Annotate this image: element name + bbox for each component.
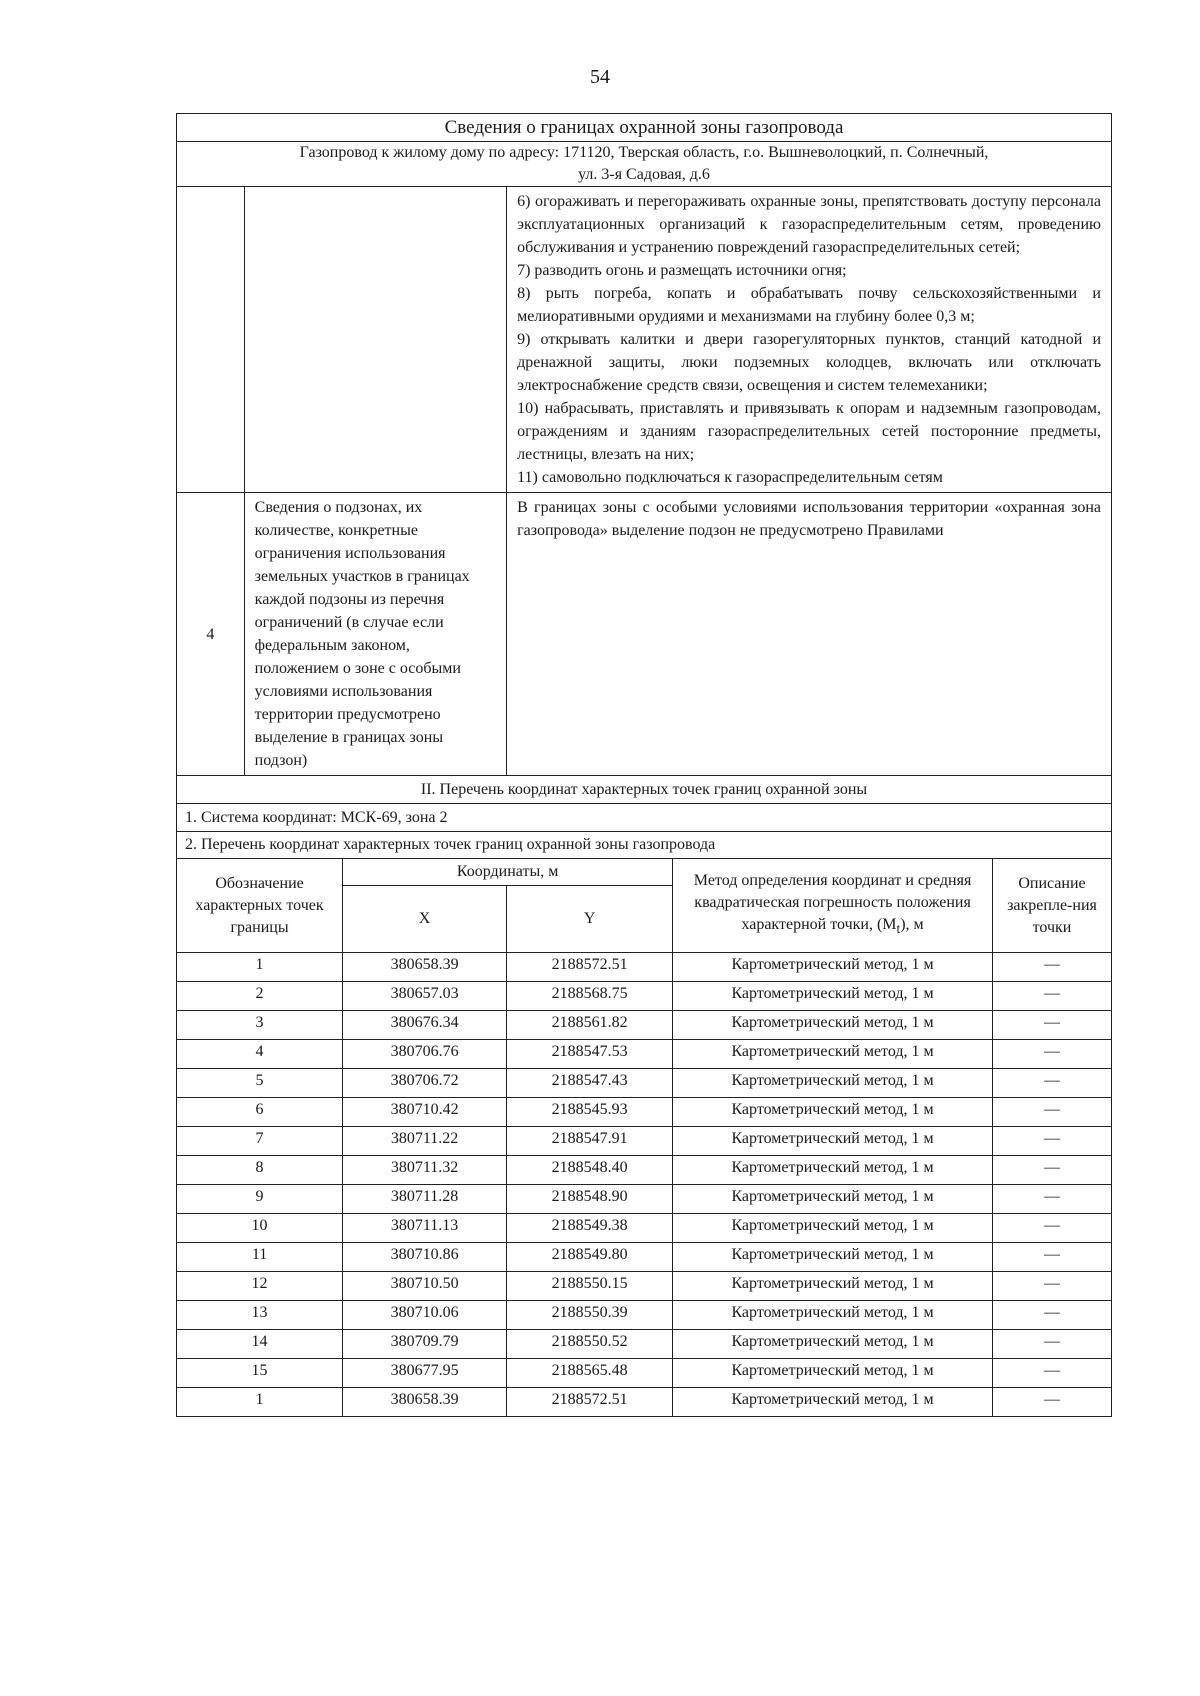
table-row [177,1330,1112,1359]
x-coordinate-cell: 380676.34 [343,1011,507,1040]
subzones-row [177,493,1112,776]
x-coordinate-cell: 380711.13 [343,1214,507,1243]
method-cell: Картометрический метод, 1 м [673,1098,993,1127]
y-coordinate-cell: 2188572.51 [507,1388,673,1417]
fixing-cell: — [992,1098,1111,1127]
point-number-cell: 1 [177,953,343,982]
x-coordinate-cell: 380710.42 [343,1098,507,1127]
y-coordinate-cell: 2188549.80 [507,1243,673,1272]
point-number-cell: 4 [177,1040,343,1069]
address-line-1: Газопровод к жилому дому по адресу: 171120, Тверская область, г.о. Вышневолоцкий, п. Солнечный, [299,144,989,161]
fixing-cell: — [992,1214,1111,1243]
fixing-cell: — [992,1272,1111,1301]
address-cell [177,142,1112,187]
y-coordinate-cell: 2188547.53 [507,1040,673,1069]
method-cell: Картометрический метод, 1 м [673,1388,993,1417]
x-coordinate-cell: 380706.72 [343,1069,507,1098]
point-number-cell: 12 [177,1272,343,1301]
x-coordinate-cell: 380709.79 [343,1330,507,1359]
y-coordinate-cell: 2188561.82 [507,1011,673,1040]
method-cell: Картометрический метод, 1 м [673,1069,993,1098]
method-cell: Картометрический метод, 1 м [673,953,993,982]
method-cell: Картометрический метод, 1 м [673,1243,993,1272]
table-row [177,953,1112,982]
title-row [177,114,1112,142]
point-number-cell: 9 [177,1185,343,1214]
fixing-cell: — [992,1069,1111,1098]
fixing-cell: — [992,1040,1111,1069]
y-coordinate-cell: 2188550.15 [507,1272,673,1301]
point-number-cell: 13 [177,1301,343,1330]
row-number-empty [177,187,245,493]
fixing-cell: — [992,1301,1111,1330]
y-coordinate-cell: 2188572.51 [507,953,673,982]
table-row [177,1156,1112,1185]
table-row [177,982,1112,1011]
point-number-cell: 1 [177,1388,343,1417]
header-point: Обозначение характерных точек границы [177,859,343,953]
y-coordinate-cell: 2188568.75 [507,982,673,1011]
method-cell: Картометрический метод, 1 м [673,1214,993,1243]
point-number-cell: 15 [177,1359,343,1388]
header-method-text: Метод определения координат и средняя квадратическая погрешность положения характерной точки, (M [693,872,972,934]
header-method-subscript: t [896,921,901,937]
method-cell: Картометрический метод, 1 м [673,1301,993,1330]
table-row [177,1214,1112,1243]
method-cell: Картометрический метод, 1 м [673,1011,993,1040]
row-number: 4 [177,493,245,776]
header-coords: Координаты, м [343,859,673,886]
restriction-item: 11) самовольно подключаться к газораспределительным сетям [517,469,943,486]
header-method-tail: ), м [900,916,924,934]
x-coordinate-cell: 380657.03 [343,982,507,1011]
header-y: Y [507,886,673,953]
points-table-body [177,953,1112,1417]
point-number-cell: 14 [177,1330,343,1359]
y-coordinate-cell: 2188550.39 [507,1301,673,1330]
table-row [177,1272,1112,1301]
document-title: Сведения о границах охранной зоны газопровода [177,114,1112,142]
y-coordinate-cell: 2188565.48 [507,1359,673,1388]
method-cell: Картометрический метод, 1 м [673,1156,993,1185]
x-coordinate-cell: 380711.22 [343,1127,507,1156]
point-number-cell: 7 [177,1127,343,1156]
method-cell: Картометрический метод, 1 м [673,1330,993,1359]
table-row [177,1185,1112,1214]
restriction-item: 7) разводить огонь и размещать источники огня; [517,262,847,279]
y-coordinate-cell: 2188550.52 [507,1330,673,1359]
coord-system-row [177,804,1112,832]
x-coordinate-cell: 380710.06 [343,1301,507,1330]
zone-info-table [176,113,1112,1417]
address-row [177,142,1112,187]
header-x: X [343,886,507,953]
x-coordinate-cell: 380658.39 [343,1388,507,1417]
fixing-cell: — [992,1156,1111,1185]
fixing-cell: — [992,1330,1111,1359]
method-cell: Картометрический метод, 1 м [673,1127,993,1156]
restrictions-list [507,187,1112,493]
subzones-content: В границах зоны с особыми условиями использования территории «охранная зона газопровода» выделение подзон не предусмотрено Правилами [507,493,1112,776]
subzones-label: Сведения о подзонах, их количестве, конкретные ограничения использования земельных участков в границах каждой подзоны из перечня ограничений (в случае если федеральным законом, положением о зоне с особыми условиями использования территории предусмотрено выделение в границах зоны подзон) [244,493,506,776]
point-number-cell: 10 [177,1214,343,1243]
restrictions-continuation-row [177,187,1112,493]
x-coordinate-cell: 380711.28 [343,1185,507,1214]
method-cell: Картометрический метод, 1 м [673,1040,993,1069]
point-number-cell: 3 [177,1011,343,1040]
method-cell: Картометрический метод, 1 м [673,1359,993,1388]
header-fixing: Описание закрепле-ния точки [992,859,1111,953]
fixing-cell: — [992,1127,1111,1156]
x-coordinate-cell: 380711.32 [343,1156,507,1185]
y-coordinate-cell: 2188545.93 [507,1098,673,1127]
fixing-cell: — [992,1185,1111,1214]
x-coordinate-cell: 380710.86 [343,1243,507,1272]
restriction-item: 8) рыть погреба, копать и обрабатывать почву сельскохозяйственными и мелиоративными орудиями и механизмами на глубину более 0,3 м; [517,285,1101,325]
header-method [673,859,993,953]
section-2-row [177,776,1112,804]
point-number-cell: 6 [177,1098,343,1127]
point-number-cell: 8 [177,1156,343,1185]
point-number-cell: 2 [177,982,343,1011]
method-cell: Картометрический метод, 1 м [673,1272,993,1301]
method-cell: Картометрический метод, 1 м [673,1185,993,1214]
y-coordinate-cell: 2188548.40 [507,1156,673,1185]
table-row [177,1388,1112,1417]
address-line-2: ул. 3-я Садовая, д.6 [578,166,710,183]
page-number: 54 [590,66,610,88]
header-row-1 [177,859,1112,886]
fixing-cell: — [992,953,1111,982]
section-2-title: II. Перечень координат характерных точек границ охранной зоны [177,776,1112,804]
point-number-cell: 11 [177,1243,343,1272]
fixing-cell: — [992,982,1111,1011]
fixing-cell: — [992,1359,1111,1388]
restriction-item: 10) набрасывать, приставлять и привязывать к опорам и надземным газопроводам, ограждениям и зданиям газораспределительных сетей посторонние предметы, лестницы, влезать на них; [517,400,1101,463]
y-coordinate-cell: 2188547.91 [507,1127,673,1156]
table-row [177,1098,1112,1127]
y-coordinate-cell: 2188549.38 [507,1214,673,1243]
x-coordinate-cell: 380710.50 [343,1272,507,1301]
row-label-empty [244,187,506,493]
x-coordinate-cell: 380706.76 [343,1040,507,1069]
point-number-cell: 5 [177,1069,343,1098]
coord-system: 1. Система координат: МСК-69, зона 2 [177,804,1112,832]
table-row [177,1301,1112,1330]
x-coordinate-cell: 380677.95 [343,1359,507,1388]
points-list-title: 2. Перечень координат характерных точек границ охранной зоны газопровода [177,832,1112,859]
table-row [177,1011,1112,1040]
y-coordinate-cell: 2188547.43 [507,1069,673,1098]
fixing-cell: — [992,1388,1111,1417]
table-row [177,1243,1112,1272]
restriction-item: 6) огораживать и перегораживать охранные зоны, препятствовать доступу персонала эксплуатационных организаций к газораспределительным сетям, проведению обслуживания и устранению повреждений газораспределительных сетей; [517,193,1101,256]
table-row [177,1359,1112,1388]
points-list-title-row [177,832,1112,859]
fixing-cell: — [992,1243,1111,1272]
y-coordinate-cell: 2188548.90 [507,1185,673,1214]
x-coordinate-cell: 380658.39 [343,953,507,982]
restriction-item: 9) открывать калитки и двери газорегуляторных пунктов, станций катодной и дренажной защиты, люки подземных колодцев, включать или отключать электроснабжение средств связи, освещения и систем телемеханики; [517,331,1101,394]
fixing-cell: — [992,1011,1111,1040]
table-row [177,1127,1112,1156]
method-cell: Картометрический метод, 1 м [673,982,993,1011]
table-row [177,1040,1112,1069]
table-row [177,1069,1112,1098]
